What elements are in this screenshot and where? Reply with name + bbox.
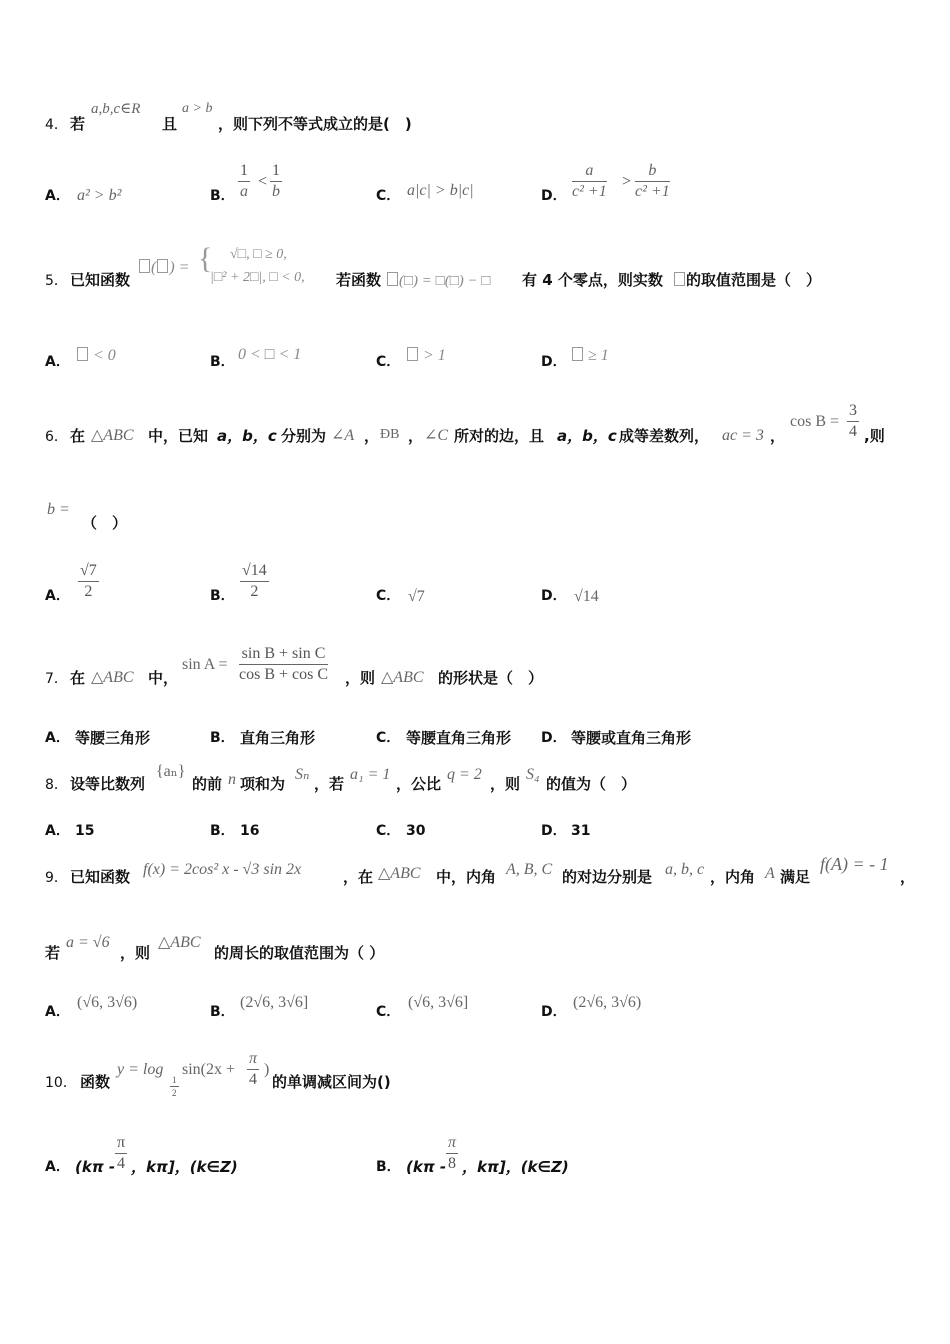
q7-lhs: sin A = — [182, 656, 228, 673]
q8-option-d[interactable]: 31 — [571, 823, 591, 839]
q4-question: ，则下列不等式成立的是( ) — [218, 115, 412, 133]
q6-option-c-label[interactable]: C． — [376, 588, 401, 604]
q7-option-d-label[interactable]: D． — [541, 730, 567, 746]
q9-angles: A, B, C — [506, 861, 553, 878]
q6-stem-known: 中，已知 — [148, 427, 209, 445]
q8-stem-then: ，则 — [490, 775, 521, 793]
q10-y-log: y = log — [117, 1061, 164, 1078]
q4-option-d-rel: > — [622, 173, 632, 190]
q4-option-c-label[interactable]: C． — [376, 188, 401, 204]
q6-angle-c: ∠C — [424, 427, 449, 444]
q5-option-d-label[interactable]: D． — [541, 354, 567, 370]
q6-comma-3: ， — [770, 427, 786, 445]
q5-param-box — [673, 272, 686, 289]
q5-question: 的取值范围是（ ） — [686, 271, 822, 289]
q6-option-c[interactable]: √7 — [408, 588, 425, 605]
q8-option-b-label[interactable]: B． — [210, 823, 235, 839]
q5-option-c[interactable]: > 1 — [406, 347, 446, 364]
q9-stem-inner: ，内角 — [710, 868, 756, 886]
q9-option-d-label[interactable]: D． — [541, 1004, 567, 1020]
q5-option-b[interactable]: 0 < □ < 1 — [238, 346, 302, 363]
q6-cosb-lhs: cos B = — [790, 413, 840, 430]
q10-stem: 函数 — [80, 1073, 111, 1091]
q5-piece-1: √□, □ ≥ 0, — [230, 247, 287, 262]
q6-sides-2: a，b，c — [557, 427, 617, 445]
q4-option-d-frac-2[interactable]: $\frac{b}{\text{c² +1}}$ — [635, 162, 670, 200]
q8-n: n — [228, 771, 236, 788]
q10-option-b-end[interactable]: ，kπ]，(k∈Z) — [462, 1158, 569, 1176]
q6-cosb-frac: $\frac{3}{4}$ — [849, 402, 857, 440]
q10-log-base: $\frac{1}{2}$ — [172, 1075, 177, 1098]
q8-option-a-label[interactable]: A． — [45, 823, 70, 839]
q8-question: 的值为（ ） — [546, 775, 637, 793]
q9-number: 9． — [45, 870, 68, 886]
q8-stem-if: ，若 — [314, 775, 345, 793]
q8-option-c[interactable]: 30 — [406, 823, 426, 839]
q9-option-c[interactable]: (√6, 3√6] — [408, 994, 469, 1011]
q9-stem-in: ，在 — [343, 868, 374, 886]
q10-close-paren: ) — [264, 1061, 270, 1078]
q6-angle-b: ÐB — [380, 427, 400, 442]
q4-number: 4． — [45, 117, 68, 133]
q9-triangle-2: △ABC — [158, 934, 201, 951]
q9-sides: a, b, c — [665, 861, 705, 878]
q7-option-b-label[interactable]: B． — [210, 730, 235, 746]
q5-option-b-label[interactable]: B． — [210, 354, 235, 370]
q4-option-b-frac-1[interactable]: $\frac{1}{a}$ — [240, 162, 248, 200]
q9-option-b[interactable]: (2√6, 3√6] — [240, 994, 309, 1011]
q7-number: 7． — [45, 671, 68, 687]
q5-function-name: ( ) = — [138, 259, 189, 276]
q9-stem-angles: 中，内角 — [436, 868, 497, 886]
q8-number: 8． — [45, 777, 68, 793]
q8-stem-first: 的前 — [192, 775, 223, 793]
q4-condition-2: a > b — [182, 101, 213, 116]
q8-stem: 设等比数列 — [70, 775, 146, 793]
q6-stem-then: ,则 — [864, 427, 885, 445]
q9-stem-satisfy: 满足 — [780, 868, 811, 886]
q5-piece-2: |□² + 2□|, □ < 0, — [210, 270, 305, 285]
q10-sin: sin(2x + — [182, 1061, 236, 1078]
q4-option-b-label[interactable]: B． — [210, 188, 235, 204]
q4-option-d-label[interactable]: D． — [541, 188, 567, 204]
q8-option-a[interactable]: 15 — [75, 823, 95, 839]
q9-stem-opposite: 的对边分别是 — [562, 868, 653, 886]
q9-option-b-label[interactable]: B． — [210, 1004, 235, 1020]
q6-stem: 在 — [70, 427, 86, 445]
q6-triangle: △ABC — [91, 427, 134, 444]
q5-number: 5． — [45, 273, 68, 289]
q10-option-b-pi[interactable]: $\frac{\pi}{8}$ — [448, 1134, 457, 1172]
q9-option-c-label[interactable]: C． — [376, 1004, 401, 1020]
q9-function: f(x) = 2cos² x - √3 sin 2x — [143, 861, 302, 878]
q5-brace: { — [198, 242, 213, 275]
q10-option-a-end[interactable]: ，kπ]，(k∈Z) — [131, 1158, 238, 1176]
q7-option-d[interactable]: 等腰或直角三角形 — [571, 729, 692, 747]
q7-option-c-label[interactable]: C． — [376, 730, 401, 746]
q6-stem-arith: 成等差数列， — [619, 427, 710, 445]
q6-ac: ac = 3 — [722, 427, 764, 444]
q9-comma: ， — [900, 868, 916, 886]
q7-triangle-2: △ABC — [381, 669, 424, 686]
q6-stem-respectively: 分别为 — [281, 427, 327, 445]
q4-stem-and: 且 — [162, 115, 178, 133]
q6-paren: （ ） — [82, 514, 128, 532]
q6-option-d-label[interactable]: D． — [541, 588, 567, 604]
q8-a1: a₁ = 1 — [350, 766, 391, 783]
q6-option-b-label[interactable]: B． — [210, 588, 235, 604]
q8-stem-ratio: ，公比 — [396, 775, 442, 793]
q7-option-a[interactable]: 等腰三角形 — [75, 729, 151, 747]
q9-option-a[interactable]: (√6, 3√6) — [77, 994, 138, 1011]
q5-option-a[interactable]: < 0 — [76, 347, 116, 364]
q9-question: 的周长的取值范围为（ ） — [214, 944, 385, 962]
q10-option-a-label[interactable]: A． — [45, 1159, 70, 1175]
q4-option-a[interactable]: a² > b² — [77, 187, 122, 204]
q10-option-a-start[interactable]: (kπ - — [75, 1158, 116, 1176]
q4-stem: 若 — [70, 115, 86, 133]
q7-stem-in: 中， — [148, 669, 179, 687]
q8-s4: S₄ — [526, 766, 540, 783]
q9-option-d[interactable]: (2√6, 3√6) — [573, 994, 642, 1011]
q7-triangle: △ABC — [91, 669, 134, 686]
q5-stem: 已知函数 — [70, 271, 131, 289]
q8-option-c-label[interactable]: C． — [376, 823, 401, 839]
q7-fraction: $\frac{\text{sin B + sin C}}{\text{cos B + cos C}}$ — [239, 645, 329, 683]
q4-option-d-frac-1[interactable]: $\frac{a}{\text{c² +1}}$ — [572, 162, 607, 200]
q7-stem: 在 — [70, 669, 86, 687]
q6-option-b[interactable]: $\frac{√14}{2}$ — [242, 562, 267, 600]
q10-option-a-pi[interactable]: $\frac{\pi}{4}$ — [117, 1134, 126, 1172]
q5-option-c-label[interactable]: C． — [376, 354, 401, 370]
q9-stem-if: 若 — [45, 944, 61, 962]
q4-option-b-rel: < — [258, 173, 268, 190]
q10-option-b-label[interactable]: B． — [376, 1159, 401, 1175]
q9-angle-a: A — [765, 865, 775, 882]
q8-stem-sum: 项和为 — [240, 775, 286, 793]
q8-q: q = 2 — [447, 766, 482, 783]
q6-number: 6． — [45, 429, 68, 445]
q8-sequence: {aₙ} — [156, 763, 186, 780]
q8-option-b[interactable]: 16 — [240, 823, 260, 839]
q9-stem: 已知函数 — [70, 868, 131, 886]
q5-g-function: (□) = □(□) − □ — [386, 272, 490, 289]
q6-comma-2: ， — [408, 427, 424, 445]
q5-stem-if: 若函数 — [336, 271, 382, 289]
q8-option-d-label[interactable]: D． — [541, 823, 567, 839]
q9-a-equals: a = √6 — [66, 934, 110, 951]
q6-angle-a: ∠A — [331, 427, 355, 444]
q4-condition-1: a,b,c∈R — [91, 101, 141, 117]
q9-option-a-label[interactable]: A． — [45, 1004, 70, 1020]
q6-option-a-label[interactable]: A． — [45, 588, 70, 604]
q9-stem-then: ，则 — [120, 944, 151, 962]
q7-option-a-label[interactable]: A． — [45, 730, 70, 746]
q6-sides: a，b，c — [217, 427, 277, 445]
q5-stem-zeros: 有 4 个零点，则实数 — [522, 271, 663, 289]
q10-number: 10． — [45, 1075, 77, 1091]
q6-option-d[interactable]: √14 — [574, 588, 599, 605]
q6-b-equals: b = — [47, 501, 70, 518]
q7-question: 的形状是（ ） — [438, 669, 544, 687]
q4-option-c[interactable]: a|c| > b|c| — [407, 182, 474, 199]
q10-pi-over-4: $\frac{\pi}{4}$ — [249, 1050, 258, 1088]
q10-option-b-start[interactable]: (kπ - — [406, 1158, 447, 1176]
q6-stem-opposite: 所对的边，且 — [454, 427, 545, 445]
q4-option-b-frac-2[interactable]: $\frac{1}{b}$ — [272, 162, 280, 200]
q6-option-a[interactable]: $\frac{√7}{2}$ — [80, 562, 97, 600]
q8-sn: Sₙ — [295, 766, 310, 783]
q7-option-c[interactable]: 等腰直角三角形 — [406, 729, 512, 747]
q7-stem-then: ，则 — [345, 669, 376, 687]
q5-option-d[interactable]: ≥ 1 — [571, 347, 609, 364]
q6-comma: ， — [364, 427, 380, 445]
q5-option-a-label[interactable]: A． — [45, 354, 70, 370]
q7-option-b[interactable]: 直角三角形 — [240, 729, 316, 747]
q10-question: 的单调减区间为() — [272, 1073, 391, 1091]
q4-option-a-label[interactable]: A． — [45, 188, 70, 204]
q9-fa: f(A) = - 1 — [820, 854, 889, 874]
q9-triangle: △ABC — [378, 865, 421, 882]
